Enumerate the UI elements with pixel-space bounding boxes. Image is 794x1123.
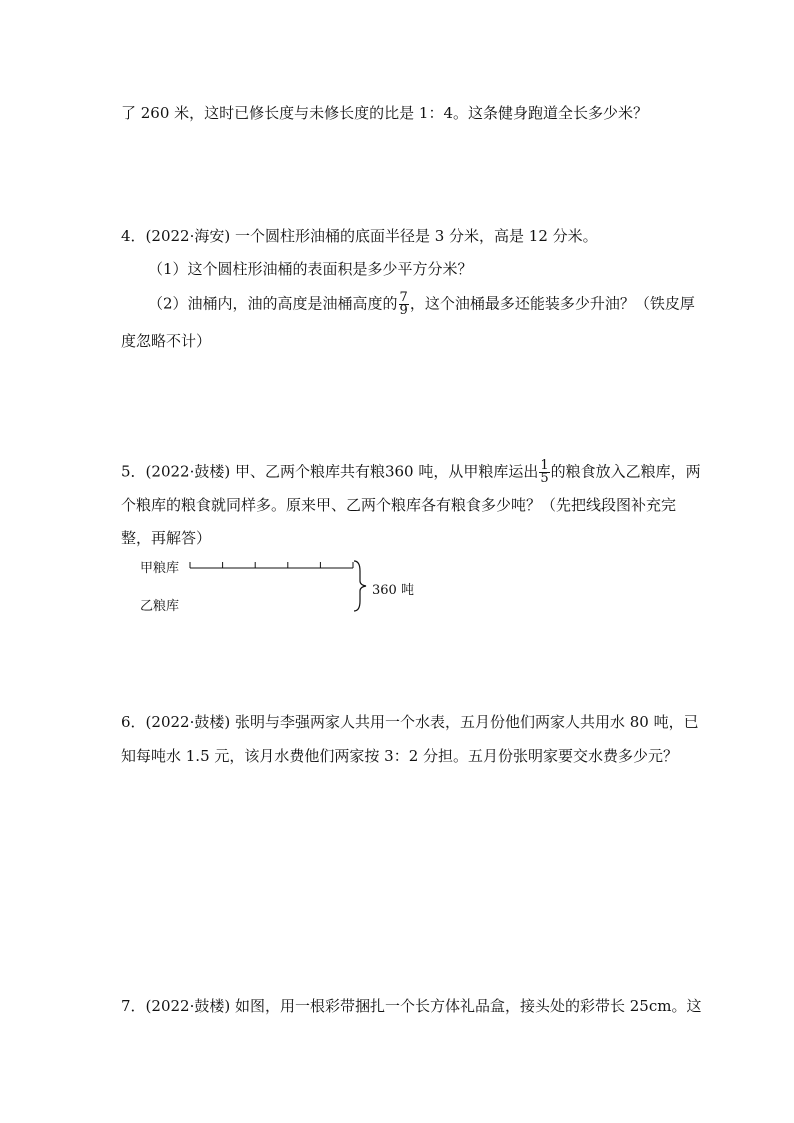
label-yi-granary: 乙粮库	[140, 599, 180, 614]
line-segment-diagram	[140, 555, 430, 615]
q4-part2-text-a: （2）油桶内，油的高度是油桶高度的	[148, 294, 398, 313]
q4-part1: （1）这个圆柱形油桶的表面积是多少平方分米？	[148, 260, 473, 278]
q5-line1	[121, 460, 701, 485]
q5-line3: 整，再解答）	[121, 529, 212, 547]
total-label: 360 吨	[372, 583, 414, 598]
q5-text-b: 的粮食放入乙粮库，两	[550, 462, 701, 481]
q5-text-a: 5．(2022·鼓楼) 甲、乙两个粮库共有粮360 吨，从甲粮库运出	[121, 462, 539, 481]
label-jia-granary: 甲粮库	[140, 561, 180, 576]
q5-line2: 个粮库的粮食就同样多。原来甲、乙两个粮库各有粮食多少吨？（先把线段图补充完	[121, 496, 677, 514]
q5-fraction: $\frac{1}{5}$	[540, 458, 549, 486]
q3-continuation-line: 了 260 米，这时已修长度与未修长度的比是 1：4。这条健身跑道全长多少米？	[121, 104, 649, 122]
jia-segment-line	[190, 562, 353, 568]
q4-part2-text-b: ，这个油桶最多还能装多少升油？（铁皮厚	[409, 294, 695, 313]
q6-line1: 6．(2022·鼓楼) 张明与李强两家人共用一个水表，五月份他们两家人共用水 80 吨，已	[121, 713, 699, 731]
q4-part2-end: 度忽略不计）	[121, 332, 212, 350]
q6-line2: 知每吨水 1.5 元，该月水费他们两家按 3：2 分担。五月份张明家要交水费多少元？	[121, 747, 679, 765]
q4-heading: 4．(2022·海安) 一个圆柱形油桶的底面半径是 3 分米，高是 12 分米。	[121, 227, 598, 245]
q4-part2-line	[148, 292, 695, 317]
brace-icon	[354, 561, 366, 611]
q7-line1: 7．(2022·鼓楼) 如图，用一根彩带捆扎一个长方体礼品盒，接头处的彩带长 25cm。这	[121, 997, 702, 1015]
q4-fraction: $\frac{7}{9}$	[399, 290, 408, 318]
